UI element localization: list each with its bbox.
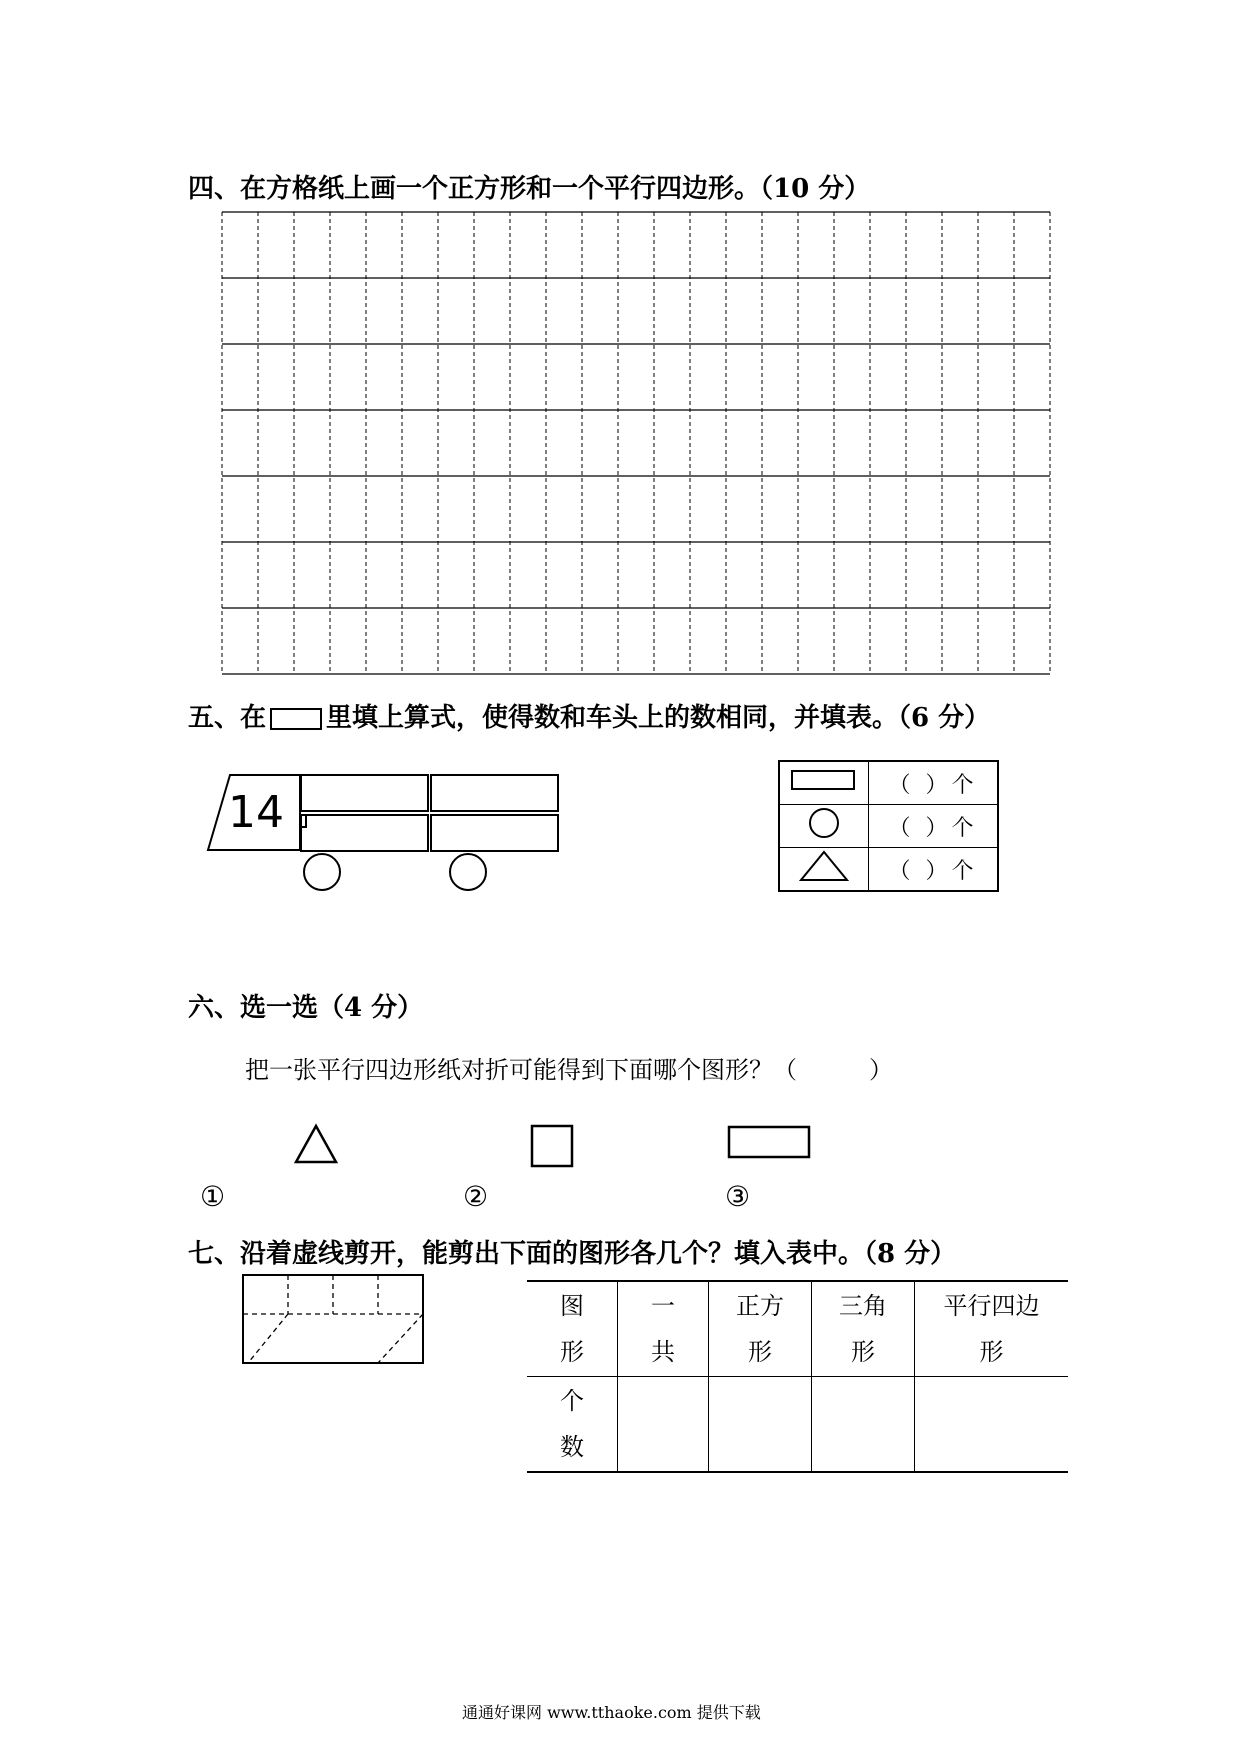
triangle-icon bbox=[797, 848, 851, 884]
tally-row bbox=[779, 761, 998, 805]
answer-cell[interactable] bbox=[618, 1377, 709, 1473]
rectangle-icon bbox=[789, 767, 859, 793]
section-6-question: 把一张平行四边形纸对折可能得到下面哪个图形？（ ） bbox=[245, 1056, 893, 1084]
table-header: 平行四边形 bbox=[915, 1281, 1069, 1377]
footer-text: 通通好课网 www.tthaoke.com 提供下载 bbox=[462, 1703, 761, 1722]
section-6-title: 六、选一选（4 分） bbox=[188, 993, 424, 1023]
section-5-title-pre: 五、在 bbox=[188, 703, 267, 733]
tally-count-cell[interactable]: （ ）个 bbox=[869, 805, 999, 848]
table-row bbox=[527, 1281, 1068, 1377]
tally-row bbox=[779, 848, 998, 892]
option-marker-1[interactable]: ① bbox=[200, 1180, 226, 1213]
truck-blank-4[interactable] bbox=[431, 815, 558, 851]
tally-shape-cell bbox=[779, 805, 869, 848]
answer-cell[interactable] bbox=[915, 1377, 1069, 1473]
grid-paper[interactable] bbox=[220, 210, 1060, 680]
truck-blank-2[interactable] bbox=[431, 775, 558, 811]
section-5-title bbox=[188, 697, 990, 734]
tally-count-cell[interactable]: （ ）个 bbox=[869, 761, 999, 805]
cut-figure bbox=[240, 1272, 430, 1372]
wheel-icon bbox=[450, 854, 486, 890]
blank-box-icon bbox=[270, 708, 322, 730]
tally-count-cell[interactable]: （ ）个 bbox=[869, 848, 999, 892]
table-row bbox=[527, 1377, 1068, 1473]
square-icon[interactable] bbox=[528, 1122, 576, 1170]
option-marker-2[interactable]: ② bbox=[463, 1180, 489, 1213]
answer-cell[interactable] bbox=[812, 1377, 915, 1473]
option-marker-3[interactable]: ③ bbox=[725, 1180, 751, 1213]
count-table bbox=[527, 1280, 1068, 1473]
truck-blank-3[interactable] bbox=[301, 815, 428, 851]
row-label: 个数 bbox=[527, 1377, 618, 1473]
truck-figure bbox=[200, 765, 580, 915]
tally-shape-cell bbox=[779, 848, 869, 892]
table-header: 一共 bbox=[618, 1281, 709, 1377]
circle-icon bbox=[804, 806, 844, 840]
table-header: 图形 bbox=[527, 1281, 618, 1377]
triangle-icon[interactable] bbox=[292, 1122, 340, 1166]
tally-shape-cell bbox=[779, 761, 869, 805]
section-7-title: 七、沿着虚线剪开，能剪出下面的图形各几个？填入表中。（8 分） bbox=[188, 1239, 957, 1269]
wheel-icon bbox=[304, 854, 340, 890]
table-header: 正方形 bbox=[709, 1281, 812, 1377]
table-header: 三角形 bbox=[812, 1281, 915, 1377]
truck-blank-1[interactable] bbox=[301, 775, 428, 811]
tally-row bbox=[779, 805, 998, 848]
rectangle-icon[interactable] bbox=[726, 1124, 812, 1160]
section-5-title-post: 里填上算式，使得数和车头上的数相同，并填表。（6 分） bbox=[326, 703, 991, 733]
answer-cell[interactable] bbox=[709, 1377, 812, 1473]
tally-table bbox=[778, 760, 999, 892]
section-4-title: 四、在方格纸上画一个正方形和一个平行四边形。（10 分） bbox=[188, 174, 871, 204]
truck-number: 14 bbox=[228, 787, 284, 838]
